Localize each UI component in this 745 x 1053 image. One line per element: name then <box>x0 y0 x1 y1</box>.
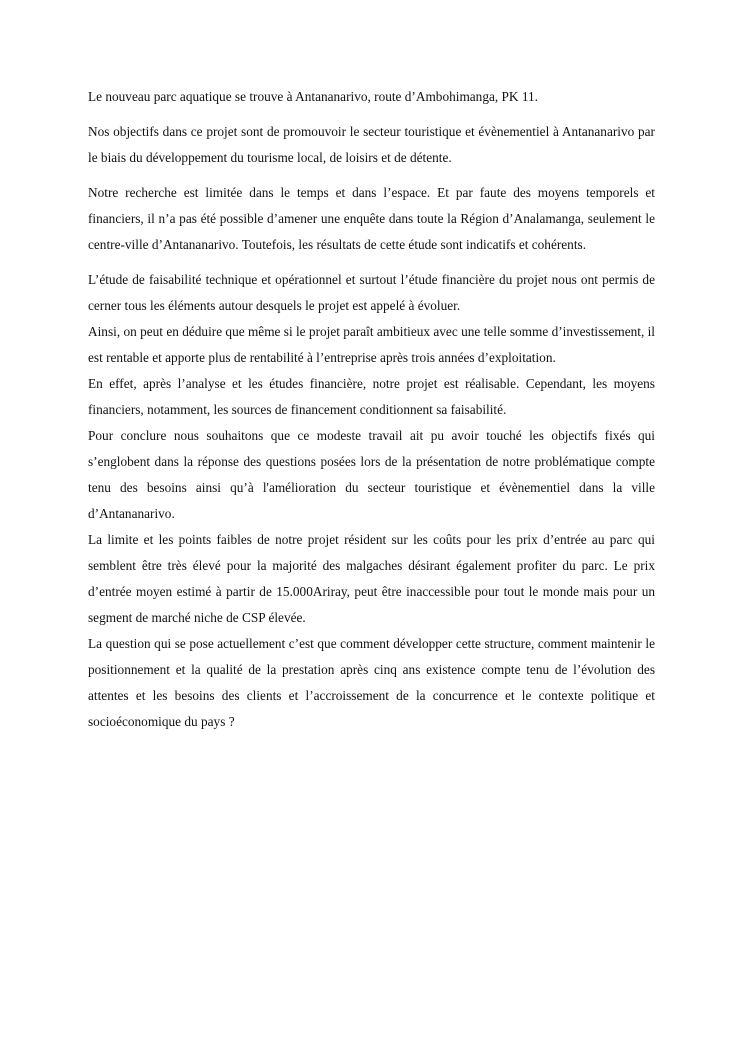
paragraph-location: Le nouveau parc aquatique se trouve à Antananarivo, route d’Ambohimanga, PK 11. <box>88 89 538 104</box>
paragraph-conclusion: Pour conclure nous souhaitons que ce modeste travail ait pu avoir touché les objectifs fixés qui s’englobent dans la réponse des questions posées lors de la présentation de notre problématique compte tenu des besoins ainsi qu’à l'amélioration du secteur touristique et évènementiel dans la ville d’Antananarivo. <box>88 428 655 521</box>
paragraph-financing: En effet, après l’analyse et les études financière, notre projet est réalisable. Cependant, les moyens financiers, notamment, les sources de financement conditionnent sa faisabilité. <box>88 376 655 417</box>
paragraph-profitability: Ainsi, on peut en déduire que même si le projet paraît ambitieux avec une telle somme d’investissement, il est rentable et apporte plus de rentabilité à l’entreprise après trois années d’exploitation. <box>88 324 655 365</box>
paragraph-limitations: Notre recherche est limitée dans le temps et dans l’espace. Et par faute des moyens temporels et financiers, il n’a pas été possible d’amener une enquête dans toute la Région d’Analamanga, seulement le centre-ville d’Antananarivo. Toutefois, les résultats de cette étude sont indicatifs et cohérents. <box>88 185 655 252</box>
paragraph-question: La question qui se pose actuellement c’est que comment développer cette structure, comment maintenir le positionnement et la qualité de la prestation après cinq ans existence compte tenu de l’évolution des attentes et les besoins des clients et l’accroissement de la concurrence et le contexte politique et socioéconomique du pays ? <box>88 636 655 729</box>
document-page <box>88 84 655 735</box>
paragraph-feasibility: L’étude de faisabilité technique et opérationnel et surtout l’étude financière du projet nous ont permis de cerner tous les éléments autour desquels le projet est appelé à évoluer. <box>88 272 655 313</box>
paragraph-weaknesses: La limite et les points faibles de notre projet résident sur les coûts pour les prix d’entrée au parc qui semblent être très élevé pour la majorité des malgaches désirant également profiter du parc. Le prix d’entrée moyen estimé à partir de 15.000Ariray, peut être inaccessible pour tout le monde mais pour un segment de marché niche de CSP élevée. <box>88 532 655 625</box>
paragraph-objectives: Nos objectifs dans ce projet sont de promouvoir le secteur touristique et évènementiel à Antananarivo par le biais du développement du tourisme local, de loisirs et de détente. <box>88 124 655 165</box>
